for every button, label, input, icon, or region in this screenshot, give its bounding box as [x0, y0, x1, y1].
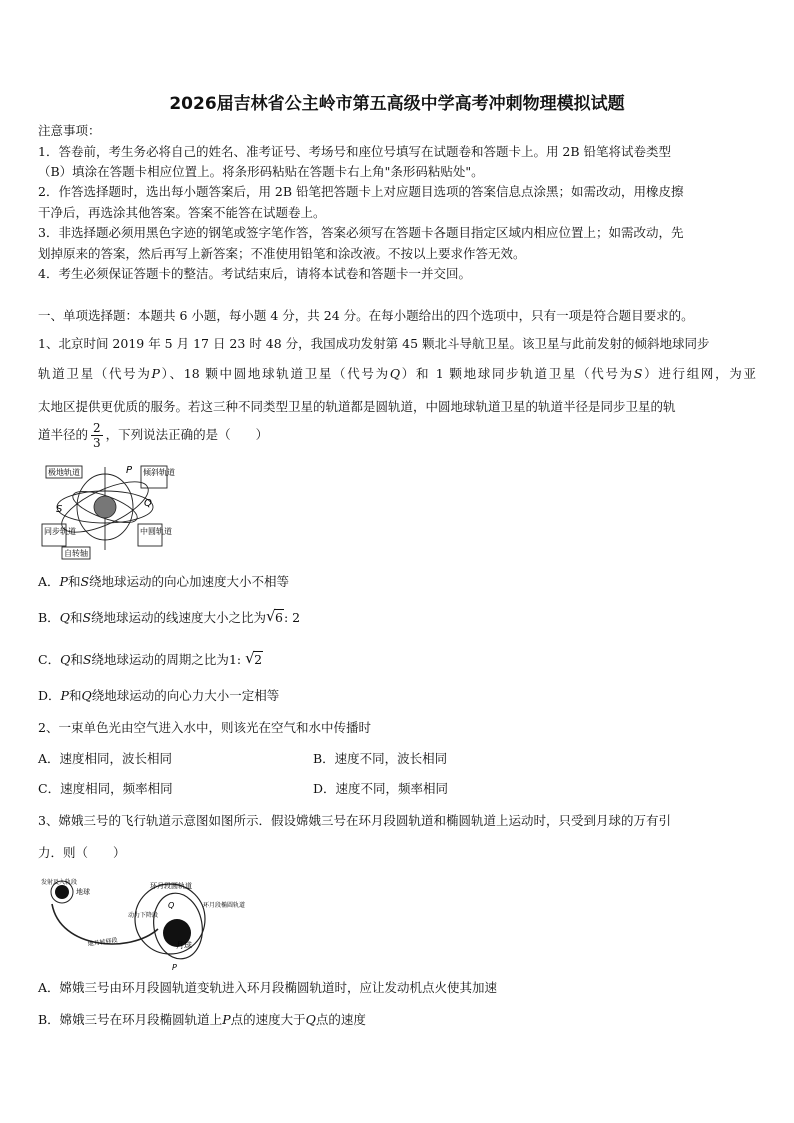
fig3-label-p: P — [172, 963, 177, 972]
fig3-label-circle: 环月段圆轨道 — [150, 882, 192, 890]
text: 绕地球运动的向心加速度大小不相等 — [89, 574, 290, 589]
var: Q — [305, 1012, 316, 1027]
q2-option-a[interactable]: A．速度相同，波长相同 — [38, 751, 173, 766]
option-letter: B． — [38, 610, 60, 625]
fig1-label-axis: 自转轴 — [64, 549, 88, 558]
radical-sign: √ — [266, 607, 276, 625]
option-letter: C． — [38, 652, 61, 667]
note-3-line-1: 3．非选择题必须用黑色字迹的钢笔或签字笔作答，答案必须写在答题卡各题目指定区域内相应位置上；如需改动，先 — [38, 225, 684, 240]
var: S — [80, 574, 90, 589]
var: S — [82, 610, 92, 625]
text: ）、18 颗中圆地球轨道卫星（代号为 — [159, 366, 390, 381]
fig1-label-mid: 中圆轨道 — [140, 527, 172, 536]
fig3-label-ellipse: 环月段椭圆轨道 — [203, 902, 246, 909]
fig1-label-s: S — [56, 504, 63, 515]
fig1-label-tilt-text: 倾斜轨道 — [143, 468, 175, 477]
text: 绕地球运动的向心力大小一定相等 — [91, 688, 280, 703]
radicand: 6 — [275, 610, 283, 625]
sqrt — [245, 649, 263, 667]
fraction-numerator: 2 — [93, 421, 101, 435]
q1-stem-line-4 — [38, 421, 268, 450]
fig1-label-q: Q — [144, 498, 152, 509]
q2-option-b[interactable]: B．速度不同，波长相同 — [313, 751, 448, 766]
fig1-label-polar: 极地轨道 — [48, 468, 80, 477]
note-3-line-2: 划掉原来的答案，然后再写上新答案；不准使用铅笔和涂改液。不按以上要求作答无效。 — [38, 246, 526, 261]
q3-stem-line-1: 3、嫦娥三号的飞行轨道示意图如图所示．假设嫦娥三号在环月段圆轨道和椭圆轨道上运动时，只受到月球的万有引 — [38, 813, 671, 828]
text: ）和 1 颗地球同步轨道卫星（代号为 — [400, 366, 634, 381]
var-p: P — [151, 366, 160, 381]
page-title: 2026届吉林省公主岭市第五高级中学高考冲刺物理模拟试题 — [169, 94, 625, 114]
var: Q — [59, 610, 70, 625]
note-2-line-1: 2．作答选择题时，选出每小题答案后，用 2B 铅笔把答题卡上对应题目选项的答案信息点涂黑；如需改动，用橡皮擦 — [38, 184, 684, 199]
fig1-label-tilt — [143, 467, 175, 477]
text: 和 — [68, 688, 82, 703]
text: 点的速度大于 — [230, 1012, 306, 1027]
var-s: S — [633, 366, 643, 381]
text: 绕地球运动的线速度大小之比为 — [91, 610, 267, 625]
radical-sign: √ — [245, 649, 255, 667]
earth-icon — [94, 496, 116, 518]
q3-stem-line-2: 力．则（ ） — [38, 845, 126, 860]
q1-option-b[interactable] — [38, 608, 300, 626]
var: P — [60, 688, 69, 703]
q1-option-a[interactable] — [38, 572, 289, 590]
fig1-label-sync: 同步轨道 — [44, 527, 76, 536]
q2-stem: 2、一束单色光由空气进入水中，则该光在空气和水中传播时 — [38, 720, 371, 735]
var: S — [82, 652, 92, 667]
fig3-label-descent: 动力下降段 — [128, 912, 159, 919]
chang-e-orbit-diagram — [40, 874, 270, 974]
notes-heading: 注意事项： — [38, 123, 101, 138]
note-1-line-1: 1．答卷前，考生务必将自己的姓名、准考证号、考场号和座位号填写在试题卷和答题卡上。用 2B 铅笔将试卷类型 — [38, 144, 672, 159]
text: 轨道卫星（代号为 — [38, 366, 152, 381]
fraction — [91, 421, 103, 450]
var: Q — [60, 652, 71, 667]
fig3-label-earth: 地球 — [76, 888, 90, 896]
q1-stem-line-3: 太地区提供更优质的服务。若这三种不同类型卫星的轨道都是圆轨道，中圆地球轨道卫星的轨道半径是同步卫星的轨 — [38, 399, 676, 414]
earth-icon — [55, 885, 69, 899]
q1-stem-line-2 — [38, 364, 756, 382]
q2-option-d[interactable]: D．速度不同，频率相同 — [313, 781, 449, 796]
fraction-denominator: 3 — [93, 436, 101, 450]
orbit-diagram — [40, 462, 175, 562]
sqrt — [266, 607, 284, 625]
q1-option-d[interactable] — [38, 686, 279, 704]
radicand: 2 — [254, 652, 263, 667]
fig3-label-q: Q — [168, 901, 175, 910]
note-1-line-2: （B）填涂在答题卡相应位置上。将条形码粘贴在答题卡右上角"条形码粘贴处"。 — [38, 164, 484, 179]
section-heading: 一、单项选择题：本题共 6 小题，每小题 4 分，共 24 分。在每小题给出的四个选项中，只有一项是符合题目要求的。 — [38, 308, 694, 323]
text: 绕地球运动的周期之比为 — [91, 652, 229, 667]
text: ，下列说法正确的是（ ） — [105, 427, 269, 442]
text: ）进行组网，为亚 — [642, 366, 756, 381]
text: 和 — [69, 610, 83, 625]
q3-option-b[interactable] — [38, 1010, 366, 1028]
var: P — [222, 1012, 231, 1027]
q1-stem-line-1: 1、北京时间 2019 年 5 月 17 日 23 时 48 分，我国成功发射第 45 颗北斗导航卫星。该卫星与此前发射的倾斜地球同步 — [38, 336, 710, 351]
option-letter: D． — [38, 688, 61, 703]
text: : 2 — [284, 610, 301, 625]
text: 1: — [228, 652, 246, 667]
fig3-label-transfer: 地月转移段 — [87, 936, 119, 948]
var: P — [59, 574, 68, 589]
fig3-label-moon: 月球 — [176, 941, 192, 950]
var: Q — [81, 688, 92, 703]
q3-option-a[interactable]: A．嫦娥三号由环月段圆轨道变轨进入环月段椭圆轨道时，应让发动机点火使其加速 — [38, 980, 498, 995]
text: 和 — [70, 652, 83, 667]
note-4: 4．考生必须保证答题卡的整洁。考试结束后，请将本试卷和答题卡一并交回。 — [38, 266, 471, 281]
var-q: Q — [389, 366, 401, 381]
fig3-label-launch: 发射及入轨段 — [41, 879, 78, 886]
q2-option-c[interactable]: C．速度相同，频率相同 — [38, 781, 173, 796]
text: 道半径的 — [38, 427, 89, 442]
q1-option-c[interactable] — [38, 650, 263, 668]
note-2-line-2: 干净后，再选涂其他答案。答案不能答在试题卷上。 — [38, 205, 326, 220]
text: 和 — [67, 574, 81, 589]
option-letter: A． — [38, 574, 60, 589]
text: 点的速度 — [315, 1012, 366, 1027]
text: B．嫦娥三号在环月段椭圆轨道上 — [38, 1012, 223, 1027]
fig1-label-p: P — [126, 465, 133, 476]
